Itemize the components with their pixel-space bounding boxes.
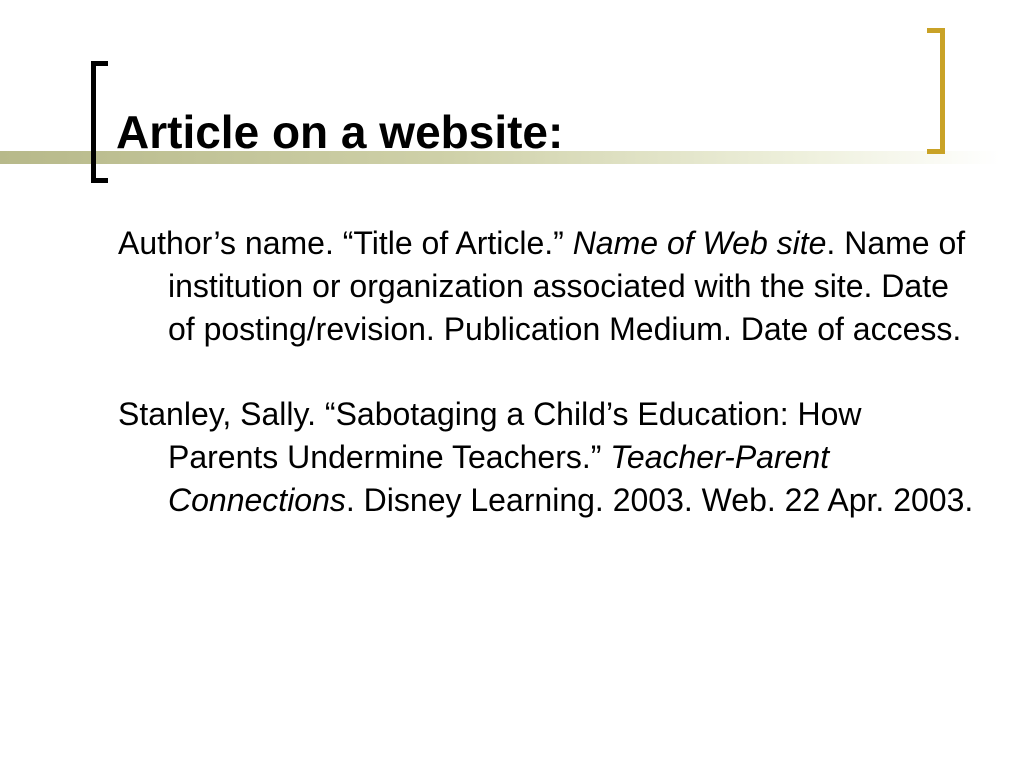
example-rest: . Disney Learning. 2003. Web. 22 Apr. 2003. (345, 482, 974, 518)
slide-body (118, 222, 978, 522)
citation-example (118, 393, 978, 522)
format-lead: Author’s name. “Title of Article.” (118, 225, 573, 261)
example-site-name: Teacher-Parent Connections (168, 439, 830, 518)
left-bracket-decoration (91, 61, 108, 183)
example-lead: Stanley, Sally. “Sabotaging a Child’s Education: How Parents Undermine Teachers.” (118, 396, 862, 475)
slide-title: Article on a website: (116, 106, 564, 158)
format-site-name: Name of Web site (572, 225, 827, 261)
citation-format (118, 222, 978, 351)
format-rest: . Name of institution or organization associated with the site. Date of posting/revision. Publication Medium. Date of access. (168, 225, 966, 347)
right-bracket-decoration (927, 28, 945, 154)
